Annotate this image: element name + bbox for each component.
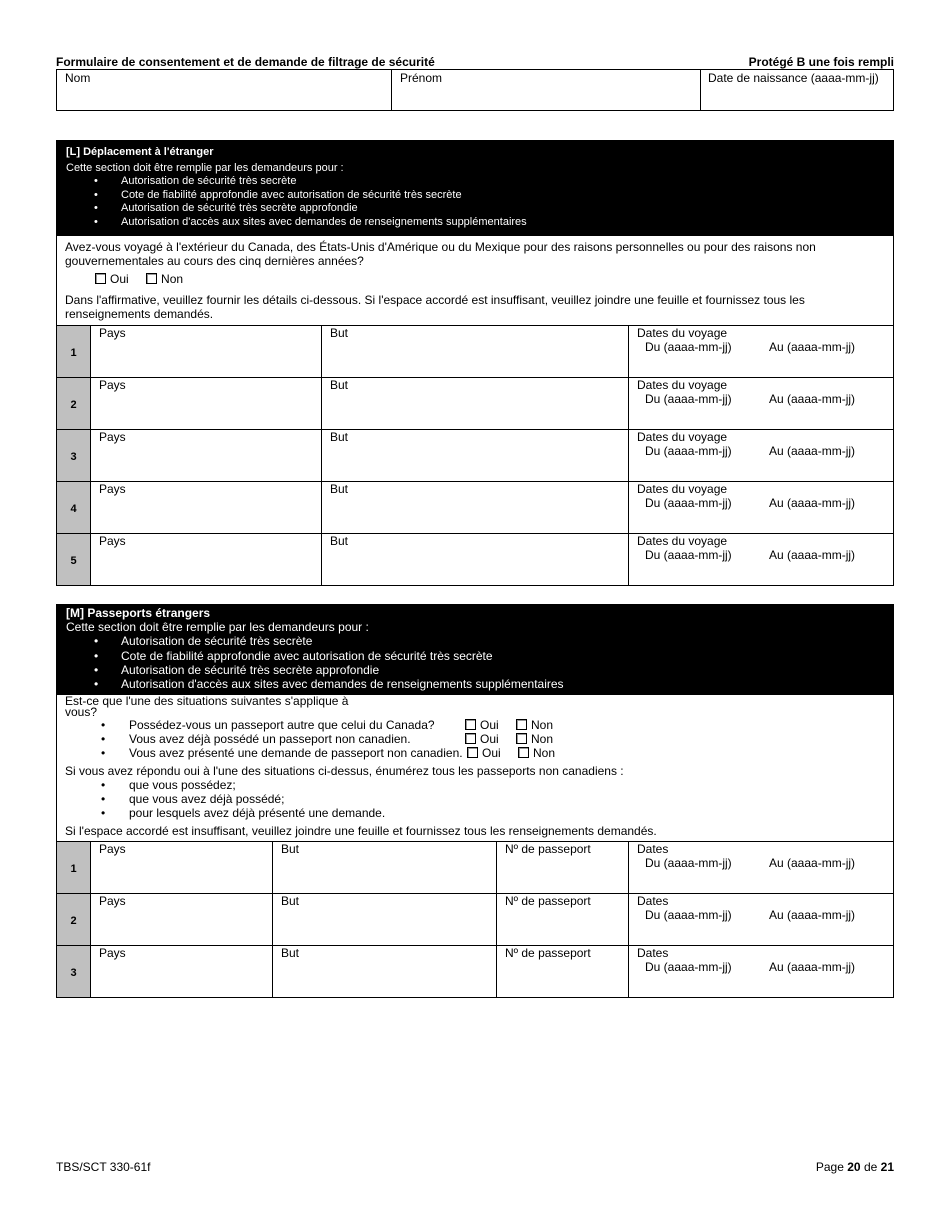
row-number: 3 xyxy=(57,946,91,997)
form-title: Formulaire de consentement et de demande de filtrage de sécurité xyxy=(56,55,435,69)
checkbox-icon xyxy=(465,719,476,730)
passport-number-cell[interactable]: Nº de passeport xyxy=(497,842,629,893)
passport-number-cell[interactable]: Nº de passeport xyxy=(497,946,629,997)
section-l-yesno xyxy=(57,271,893,289)
pays-cell[interactable]: Pays xyxy=(91,482,322,533)
checkbox-icon xyxy=(516,733,527,744)
section-m-passports xyxy=(56,604,894,998)
dob-label: Date de naissance (aaaa-mm-jj) xyxy=(708,71,879,85)
checkbox-icon xyxy=(467,747,478,758)
list-item: • Autorisation de sécurité très secrète xyxy=(121,175,884,189)
passport-kinds-list xyxy=(57,778,893,820)
travel-grid xyxy=(57,325,893,585)
checkbox-icon xyxy=(465,733,476,744)
oui-checkbox[interactable]: Oui xyxy=(95,272,129,286)
list-item: • Vous avez déjà possédé un passeport non canadien. Oui Non xyxy=(65,732,885,746)
table-row xyxy=(57,377,893,429)
checkbox-icon xyxy=(516,719,527,730)
non-checkbox[interactable]: Non xyxy=(146,272,183,286)
passport-grid xyxy=(57,841,893,997)
but-cell[interactable]: But xyxy=(322,378,629,429)
table-row xyxy=(57,325,893,377)
oui-checkbox[interactable]: Oui xyxy=(465,718,499,732)
but-cell[interactable]: But xyxy=(273,946,497,997)
section-l-bullets xyxy=(66,175,884,229)
row-number: 4 xyxy=(57,482,91,533)
dates-cell[interactable]: Dates du voyage Du (aaaa-mm-jj) Au (aaaa-mm-jj) xyxy=(637,325,856,354)
section-m-question: Est-ce que l'une des situations suivantes s'applique à vous? xyxy=(65,694,349,720)
dates-cell[interactable]: Dates Du (aaaa-mm-jj) Au (aaaa-mm-jj) xyxy=(637,894,856,923)
oui-checkbox[interactable]: Oui xyxy=(467,746,501,760)
list-item: • pour lesquels avez déjà présenté une demande. xyxy=(65,806,885,820)
but-cell[interactable]: But xyxy=(273,842,497,893)
section-l-travel xyxy=(56,140,894,586)
section-m-header xyxy=(57,605,893,695)
passport-number-cell[interactable]: Nº de passeport xyxy=(497,894,629,945)
section-l-header xyxy=(57,141,893,236)
section-l-question: Avez-vous voyagé à l'extérieur du Canada, des États-Unis d'Amérique ou du Mexique pour des raisons personnelles ou pour des raisons non gouvernementales au cours des cinq dernières années? xyxy=(65,239,816,268)
but-cell[interactable]: But xyxy=(322,326,629,377)
dates-cell[interactable]: Dates du voyage Du (aaaa-mm-jj) Au (aaaa-mm-jj) xyxy=(637,533,856,562)
situations-list xyxy=(57,718,893,760)
table-row xyxy=(57,481,893,533)
list-item: • que vous avez déjà possédé; xyxy=(65,792,885,806)
page-indicator: Page 20 de 21 xyxy=(815,1160,894,1174)
table-row xyxy=(57,893,893,945)
list-item: • Cote de fiabilité approfondie avec autorisation de sécurité très secrète xyxy=(121,189,884,203)
table-row xyxy=(57,841,893,893)
form-code: TBS/SCT 330-61f xyxy=(56,1160,151,1174)
row-number: 1 xyxy=(57,842,91,893)
but-cell[interactable]: But xyxy=(322,430,629,481)
pays-cell[interactable]: Pays xyxy=(91,946,273,997)
row-number: 1 xyxy=(57,326,91,377)
pays-cell[interactable]: Pays xyxy=(91,326,322,377)
but-cell[interactable]: But xyxy=(273,894,497,945)
section-l-intro: Cette section doit être remplie par les demandeurs pour : xyxy=(66,161,344,174)
list-item: • Vous avez présenté une demande de passeport non canadien. Oui Non xyxy=(65,746,885,760)
list-item: • Autorisation de sécurité très secrète xyxy=(121,634,884,648)
non-checkbox[interactable]: Non xyxy=(518,746,555,760)
list-item: • Autorisation d'accès aux sites avec demandes de renseignements supplémentaires xyxy=(121,677,884,691)
classification-label: Protégé B une fois rempli xyxy=(748,55,894,69)
list-item: • Autorisation de sécurité très secrète approfondie xyxy=(121,202,884,216)
dates-cell[interactable]: Dates du voyage Du (aaaa-mm-jj) Au (aaaa-mm-jj) xyxy=(637,429,856,458)
non-checkbox[interactable]: Non xyxy=(516,718,553,732)
section-l-title: [L] Déplacement à l'étranger xyxy=(66,146,214,158)
dates-cell[interactable]: Dates du voyage Du (aaaa-mm-jj) Au (aaaa-mm-jj) xyxy=(637,481,856,510)
but-cell[interactable]: But xyxy=(322,482,629,533)
section-m-title: [M] Passeports étrangers xyxy=(66,606,211,620)
form-header xyxy=(56,55,894,69)
list-item: • Autorisation d'accès aux sites avec demandes de renseignements supplémentaires xyxy=(121,216,884,230)
identity-table xyxy=(56,69,894,111)
list-item: • Possédez-vous un passeport autre que celui du Canada? Oui Non xyxy=(65,718,885,732)
nom-label: Nom xyxy=(65,71,91,85)
prenom-label: Prénom xyxy=(400,71,443,85)
section-m-bullets xyxy=(66,634,884,691)
prenom-field[interactable] xyxy=(392,70,701,110)
table-row xyxy=(57,429,893,481)
row-number: 5 xyxy=(57,534,91,585)
insufficient-text: Si l'espace accordé est insuffisant, veuillez joindre une feuille et fournissez tous les renseignements demandés. xyxy=(65,824,657,839)
checkbox-icon xyxy=(146,273,157,284)
row-number: 3 xyxy=(57,430,91,481)
section-l-details: Dans l'affirmative, veuillez fournir les détails ci-dessous. Si l'espace accordé est insuffisant, veuillez joindre une feuille et fournissez tous les renseignements demandés. xyxy=(65,292,805,321)
list-item: • Autorisation de sécurité très secrète approfondie xyxy=(121,663,884,677)
pays-cell[interactable]: Pays xyxy=(91,430,322,481)
dob-field[interactable] xyxy=(701,70,893,110)
dates-cell[interactable]: Dates du voyage Du (aaaa-mm-jj) Au (aaaa-mm-jj) xyxy=(637,377,856,406)
but-cell[interactable]: But xyxy=(322,534,629,585)
non-checkbox[interactable]: Non xyxy=(516,732,553,746)
if-yes-text: Si vous avez répondu oui à l'une des situations ci-dessus, énumérez tous les passeports non canadiens : xyxy=(65,764,624,779)
table-row xyxy=(57,533,893,585)
checkbox-icon xyxy=(518,747,529,758)
oui-checkbox[interactable]: Oui xyxy=(465,732,499,746)
nom-field[interactable] xyxy=(57,70,392,110)
pays-cell[interactable]: Pays xyxy=(91,378,322,429)
pays-cell[interactable]: Pays xyxy=(91,534,322,585)
table-row xyxy=(57,945,893,997)
pays-cell[interactable]: Pays xyxy=(91,894,273,945)
list-item: • que vous possédez; xyxy=(65,778,885,792)
dates-cell[interactable]: Dates Du (aaaa-mm-jj) Au (aaaa-mm-jj) xyxy=(637,946,856,975)
checkbox-icon xyxy=(95,273,106,284)
section-m-intro: Cette section doit être remplie par les demandeurs pour : xyxy=(66,620,369,635)
dates-cell[interactable]: Dates Du (aaaa-mm-jj) Au (aaaa-mm-jj) xyxy=(637,842,856,871)
pays-cell[interactable]: Pays xyxy=(91,842,273,893)
row-number: 2 xyxy=(57,378,91,429)
row-number: 2 xyxy=(57,894,91,945)
list-item: • Cote de fiabilité approfondie avec autorisation de sécurité très secrète xyxy=(121,649,884,663)
